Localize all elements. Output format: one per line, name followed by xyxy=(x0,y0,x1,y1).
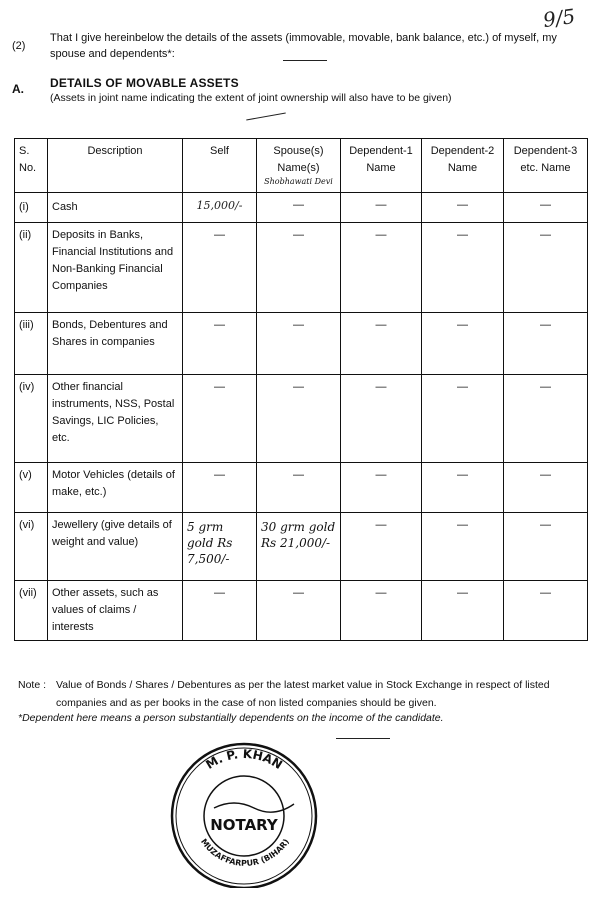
row-description: Bonds, Debentures and Shares in companies xyxy=(48,313,183,375)
row-self-value: — xyxy=(183,313,257,375)
row-dep2-value: — xyxy=(422,375,504,463)
row-description: Cash xyxy=(48,193,183,223)
row-dep1-value: — xyxy=(341,193,422,223)
footnote: *Dependent here means a person substantially dependents on the income of the candidate. xyxy=(18,712,444,724)
row-sno: (ii) xyxy=(15,223,48,313)
table-header-row xyxy=(15,139,588,193)
handwritten-underline xyxy=(336,738,390,739)
notary-seal-graphic xyxy=(164,738,326,888)
self-jewellery-handwritten: 5 grm gold Rs 7,500/- xyxy=(187,520,233,566)
section-title: DETAILS OF MOVABLE ASSETS xyxy=(50,76,239,90)
row-sno: (vii) xyxy=(15,581,48,641)
header-spouse-label: Spouse(s) Name(s) xyxy=(273,145,324,174)
row-dep3-value: — xyxy=(504,375,588,463)
row-dep1-value: — xyxy=(341,375,422,463)
table-row xyxy=(15,513,588,581)
header-dependent-2: Dependent-2 Name xyxy=(422,139,504,193)
row-dep2-value: — xyxy=(422,223,504,313)
handwritten-underline xyxy=(246,113,286,121)
row-dep3-value: — xyxy=(504,223,588,313)
table-row xyxy=(15,223,588,313)
table-row xyxy=(15,193,588,223)
notary-seal xyxy=(164,738,326,888)
row-dep1-value: — xyxy=(341,513,422,581)
row-spouse-value: — xyxy=(257,223,341,313)
row-spouse-value: — xyxy=(257,375,341,463)
row-sno: (iv) xyxy=(15,375,48,463)
row-dep3-value: — xyxy=(504,463,588,513)
header-spouse xyxy=(257,139,341,193)
row-dep3-value: — xyxy=(504,581,588,641)
row-spouse-value: — xyxy=(257,463,341,513)
seal-bottom-text: MUZAFFARPUR (BIHAR) xyxy=(199,837,291,868)
header-self: Self xyxy=(183,139,257,193)
header-dependent-1: Dependent-1 Name xyxy=(341,139,422,193)
row-description: Other financial instruments, NSS, Postal Savings, LIC Policies, etc. xyxy=(48,375,183,463)
table-row xyxy=(15,463,588,513)
row-sno: (i) xyxy=(15,193,48,223)
row-self-value: — xyxy=(183,581,257,641)
row-description: Other assets, such as values of claims / interests xyxy=(48,581,183,641)
row-dep2-value: — xyxy=(422,193,504,223)
row-description: Deposits in Banks, Financial Institutions and Non-Banking Financial Companies xyxy=(48,223,183,313)
header-sno: S. No. xyxy=(15,139,48,193)
page-number-annotation: 9/5 xyxy=(541,3,577,33)
intro-text: That I give hereinbelow the details of the assets (immovable, movable, bank balance, etc.) of myself, my spouse and dependents*: xyxy=(50,32,557,60)
row-sno: (iii) xyxy=(15,313,48,375)
row-spouse-value: — xyxy=(257,313,341,375)
section-letter: A. xyxy=(12,82,24,96)
row-self-value: 15,000/- xyxy=(183,193,257,223)
row-dep3-value: — xyxy=(504,193,588,223)
handwritten-underline xyxy=(283,60,327,61)
note-text: Value of Bonds / Shares / Debentures as per the latest market value in Stock Exchange in respect of listed companies and as per books in the case of non listed companies should be given. xyxy=(56,679,550,709)
row-dep2-value: — xyxy=(422,463,504,513)
row-dep1-value: — xyxy=(341,223,422,313)
section-subtitle: (Assets in joint name indicating the extent of joint ownership will also have to be given) xyxy=(50,92,452,104)
row-self-value: — xyxy=(183,375,257,463)
row-sno: (vi) xyxy=(15,513,48,581)
intro-number: (2) xyxy=(12,40,26,52)
header-dependent-3: Dependent-3 etc. Name xyxy=(504,139,588,193)
row-spouse-value: — xyxy=(257,581,341,641)
row-spouse-value: — xyxy=(257,193,341,223)
row-dep2-value: — xyxy=(422,581,504,641)
row-dep3-value: — xyxy=(504,513,588,581)
row-self-value xyxy=(183,513,257,581)
row-description: Jewellery (give details of weight and value) xyxy=(48,513,183,581)
seal-center-text: NOTARY xyxy=(210,816,278,834)
movable-assets-table xyxy=(14,138,588,641)
row-spouse-value xyxy=(257,513,341,581)
spouse-jewellery-handwritten: 30 grm gold Rs 21,000/- xyxy=(261,520,336,550)
spouse-name-handwritten: Shobhawati Devi xyxy=(264,177,333,186)
row-dep2-value: — xyxy=(422,313,504,375)
row-self-value: — xyxy=(183,463,257,513)
row-dep1-value: — xyxy=(341,313,422,375)
row-dep3-value: — xyxy=(504,313,588,375)
row-sno: (v) xyxy=(15,463,48,513)
seal-top-text: M. P. KHAN xyxy=(203,746,285,773)
note-label: Note : xyxy=(18,679,47,691)
row-self-value: — xyxy=(183,223,257,313)
table-row xyxy=(15,375,588,463)
header-description: Description xyxy=(48,139,183,193)
table-row xyxy=(15,581,588,641)
table-row xyxy=(15,313,588,375)
row-dep2-value: — xyxy=(422,513,504,581)
row-description: Motor Vehicles (details of make, etc.) xyxy=(48,463,183,513)
row-dep1-value: — xyxy=(341,463,422,513)
row-dep1-value: — xyxy=(341,581,422,641)
